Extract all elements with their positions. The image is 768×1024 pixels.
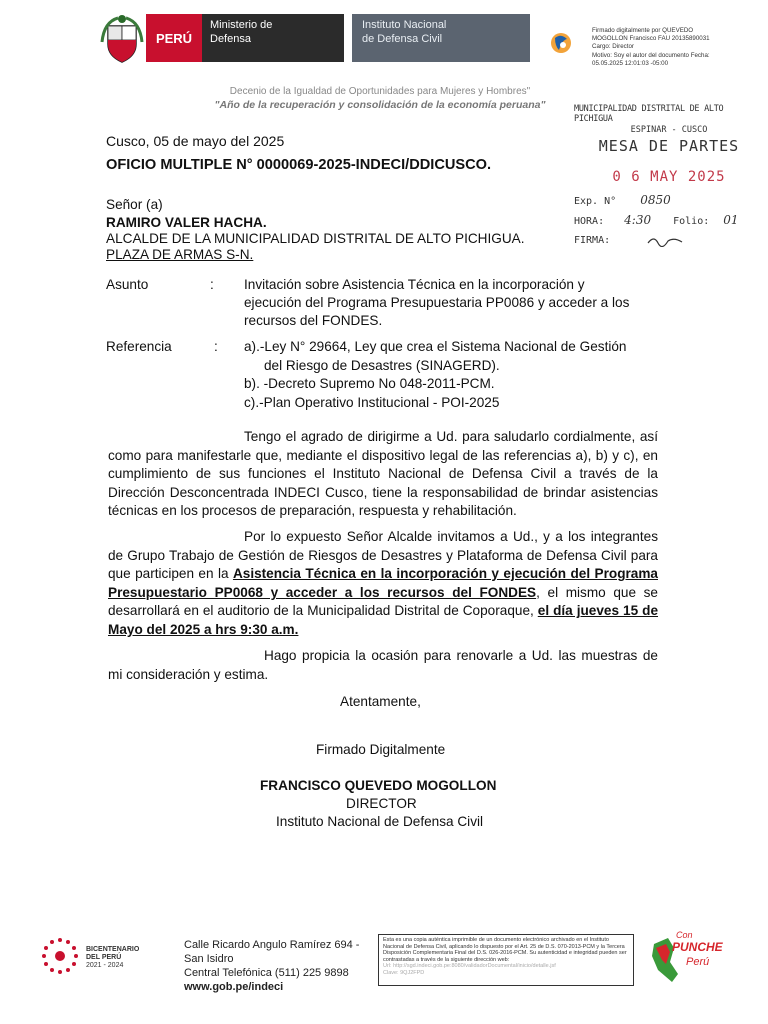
footer-website: www.gob.pe/indeci — [184, 981, 284, 993]
instituto-label: Instituto Nacional de Defensa Civil — [352, 14, 530, 62]
referencia-label: Referencia — [106, 339, 172, 354]
invitation-highlight: Asistencia Técnica en la incorporación y ejecución del Programa Presupuestario PP0068 y acceder a los recursos del FONDES — [108, 566, 658, 600]
recipient-name: RAMIRO VALER HACHA. — [106, 215, 267, 230]
digitally-signed: Firmado Digitalmente — [316, 742, 446, 757]
asunto-label: Asunto — [106, 277, 149, 292]
asunto-colon: : — [210, 277, 214, 292]
event-date-highlight: el día jueves 15 de Mayo del 2025 a hrs 9:30 a.m. — [108, 603, 659, 637]
peru-label: PERÚ — [146, 14, 202, 62]
bicentenario-logo-icon — [40, 936, 80, 976]
oficio-number: OFICIO MULTIPLE N° 0000069-2025-INDECI/DDICUSCO. — [106, 157, 492, 173]
asunto-text: Invitación sobre Asistencia Técnica en la incorporación y ejecución del Programa Presupuestaria PP0086 y acceder a los recursos del FONDES. — [244, 277, 630, 328]
con-punche-peru-logo: Con PUNCHE Perú — [648, 930, 728, 986]
recipient-address: PLAZA DE ARMAS S-N. — [106, 247, 254, 262]
stamp-signature-icon — [646, 233, 686, 247]
bicentenario-text: BICENTENARIO DEL PERÚ 2021 - 2024 — [86, 946, 140, 969]
signer-organization: Instituto Nacional de Defensa Civil — [276, 814, 484, 829]
peru-coat-of-arms-icon — [100, 12, 144, 64]
paragraph-2: Por lo expuesto Señor Alcalde invitamos a Ud., y a los integrantes de Grupo Trabajo de Gestión de Riesgos de Desastres y Plataforma de Defensa Civil para que participen en la Asistencia Técnica en la incorporación y ejecución del Programa Presupuestario PP0068 y acceder a los recursos del FONDES, el mismo que se desarrollará en el auditorio de la Municipalidad Distrital de Coporaque, el día jueves 15 de Mayo del 2025 a hrs 9:30 a.m. — [108, 529, 659, 637]
place-date: Cusco, 05 de mayo del 2025 — [106, 133, 285, 149]
recipient-title: ALCALDE DE LA MUNICIPALIDAD DISTRITAL DE ALTO PICHIGUA. — [106, 231, 525, 246]
closing: Atentamente, — [340, 694, 421, 709]
digital-signature-logo-icon — [550, 30, 572, 56]
decenio-text: Decenio de la Igualdad de Oportunidades para Mujeres y Hombres" — [229, 86, 531, 97]
salutation: Señor (a) — [106, 197, 163, 212]
referencia-colon: : — [214, 339, 218, 354]
footer-address: Calle Ricardo Angulo Ramírez 694 - San Isidro Central Telefónica (511) 225 9898 www.gob.pe/indeci — [184, 939, 360, 993]
referencia-list: a).-Ley N° 29664, Ley que crea el Sistema Nacional de Gestión del Riesgo de Desastres (SINAGERD). b). -Decreto Supremo No 048-2011-PCM. c).-Plan Operativo Institucional - POI-2025 — [244, 339, 627, 410]
reception-stamp: MUNICIPALIDAD DISTRITAL DE ALTO PICHIGUA ESPINAR - CUSCO MESA DE PARTES 0 6 MAY 2025 Exp. N° 0850 HORA: 4:30 Folio: 01 FIRMA: — [574, 104, 764, 247]
paragraph-1: Tengo el agrado de dirigirme a Ud. para saludarlo cordialmente, así como para manifestarle que, mediante el dispositivo legal de las referencias a), b) y c), en cumplimiento de sus funciones el Instituto Nacional de Defensa Civil a través de la Dirección Desconcentrada INDECI Cusco, tiene la responsabilidad de brindar asistencias técnicas en los procesos de preparación, respuesta y rehabilitación. — [108, 429, 658, 519]
anio-text: "Año de la recuperación y consolidación de la economía peruana" — [214, 99, 546, 111]
paragraph-3: Hago propicia la ocasión para renovarle a Ud. las muestras de mi consideración y estima. — [108, 648, 658, 682]
stamp-date: 0 6 MAY 2025 — [612, 169, 726, 185]
signer-name: FRANCISCO QUEVEDO MOGOLLON — [260, 778, 497, 793]
digital-signature-text: Firmado digitalmente por QUEVEDO MOGOLLON Francisco FAU 20135890031 Cargo: Director Motivo: Soy el autor del documento Fecha: 05.05.2025 12:01:03 -05:00 — [592, 27, 710, 67]
signer-role: DIRECTOR — [346, 796, 417, 811]
ministerio-label: Ministerio de Defensa — [202, 14, 344, 62]
authenticity-notice: Esta es una copia auténtica imprimible de un documento electrónico archivado en el Instituto Nacional de Defensa Civil, aplicando lo dispuesto por el Art. 25 de D.S. 070-2013-PCM y la Tercera Disposición Complementaria Final del D.S. 026-2016-PCM. Su autenticidad e integridad pueden ser contrastadas a través de la siguiente dirección web: Url: http://sgd.indeci.gob.pe:8080/validadorDocumental/inicio/detalle.jsf Clave: 9QJ2FPD — [378, 934, 634, 986]
